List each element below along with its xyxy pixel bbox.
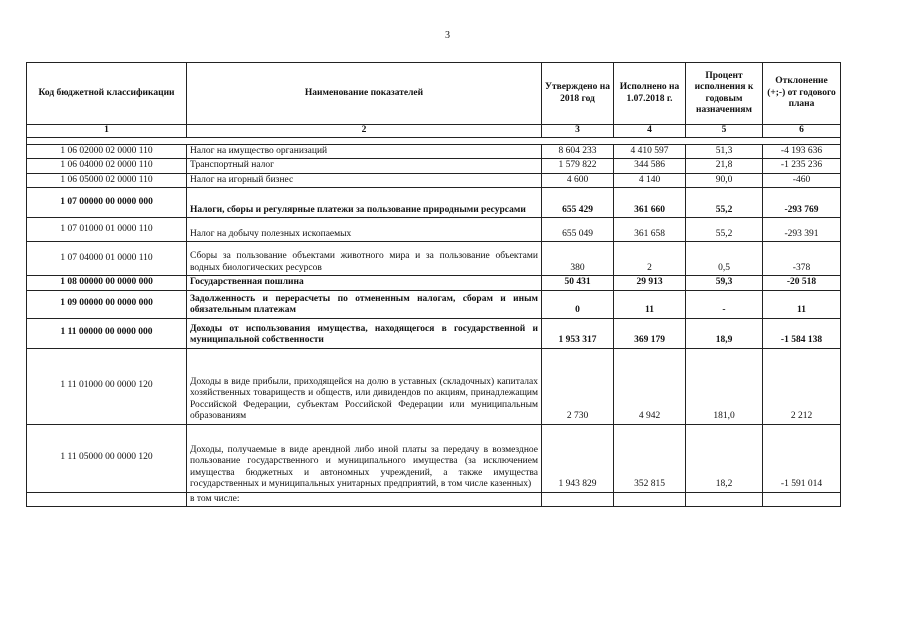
column-number: 2 [187, 125, 542, 138]
row-code: 1 11 01000 00 0000 120 [27, 348, 187, 424]
table-row [27, 173, 841, 187]
row-name: Налог на игорный бизнес [187, 173, 542, 187]
row-deviation: -293 769 [763, 188, 841, 218]
column-number-row [27, 125, 841, 138]
row-code: 1 08 00000 00 0000 000 [27, 276, 187, 290]
row-percent: 55,2 [686, 218, 763, 242]
row-percent [686, 492, 763, 506]
row-name: Доходы, получаемые в виде арендной либо иной платы за передачу в возмездное пользование государственного и муниципального имущества (за исключением имущества бюджетных и автономных учреждений, а также имущества государственных и муниципальных унитарных предприятий, в том числе казенных) [187, 424, 542, 492]
row-approved: 2 730 [542, 348, 614, 424]
row-approved: 50 431 [542, 276, 614, 290]
column-number: 4 [614, 125, 686, 138]
row-code [27, 492, 187, 506]
row-code: 1 06 05000 02 0000 110 [27, 173, 187, 187]
table-row [27, 276, 841, 290]
row-deviation: -20 518 [763, 276, 841, 290]
row-executed: 4 410 597 [614, 145, 686, 159]
separator-cell [542, 138, 614, 145]
row-executed: 369 179 [614, 318, 686, 348]
row-deviation: -4 193 636 [763, 145, 841, 159]
table-body [27, 145, 841, 507]
row-percent: 18,2 [686, 424, 763, 492]
row-approved: 655 049 [542, 218, 614, 242]
table-row [27, 145, 841, 159]
row-deviation: -1 235 236 [763, 159, 841, 173]
row-executed: 29 913 [614, 276, 686, 290]
row-approved: 0 [542, 290, 614, 318]
row-approved [542, 492, 614, 506]
row-deviation: -293 391 [763, 218, 841, 242]
row-percent: 181,0 [686, 348, 763, 424]
table-row [27, 492, 841, 506]
row-deviation: -1 591 014 [763, 424, 841, 492]
row-code: 1 07 01000 01 0000 110 [27, 218, 187, 242]
row-name: Государственная пошлина [187, 276, 542, 290]
row-name: Доходы от использования имущества, находящегося в государственной и муниципальной собственности [187, 318, 542, 348]
table-row [27, 188, 841, 218]
row-executed: 4 140 [614, 173, 686, 187]
table-row [27, 348, 841, 424]
table-row [27, 159, 841, 173]
header-deviation: Отклонение (+;-) от годового плана [763, 63, 841, 125]
row-approved: 8 604 233 [542, 145, 614, 159]
row-executed: 361 660 [614, 188, 686, 218]
column-number: 5 [686, 125, 763, 138]
row-code: 1 06 02000 02 0000 110 [27, 145, 187, 159]
row-name: Транспортный налог [187, 159, 542, 173]
row-percent: 59,3 [686, 276, 763, 290]
row-deviation: -378 [763, 242, 841, 276]
separator-row [27, 138, 841, 145]
column-number: 6 [763, 125, 841, 138]
row-name: Задолженность и перерасчеты по отмененным налогам, сборам и иным обязательным платежам [187, 290, 542, 318]
row-name: Налог на добычу полезных ископаемых [187, 218, 542, 242]
row-percent: 0,5 [686, 242, 763, 276]
row-percent: 90,0 [686, 173, 763, 187]
separator-cell [187, 138, 542, 145]
page-number: 3 [445, 30, 450, 41]
row-name: в том числе: [187, 492, 542, 506]
row-executed: 344 586 [614, 159, 686, 173]
row-percent: 55,2 [686, 188, 763, 218]
row-name: Доходы в виде прибыли, приходящейся на долю в уставных (складочных) капиталах хозяйственных товариществ и обществ, или дивидендов по акциям, принадлежащим Российской Федерации, субъектам Российской Федерации или муниципальным образованиям [187, 348, 542, 424]
row-deviation: -460 [763, 173, 841, 187]
row-executed: 361 658 [614, 218, 686, 242]
row-deviation: 2 212 [763, 348, 841, 424]
separator-cell [27, 138, 187, 145]
column-number: 3 [542, 125, 614, 138]
header-percent: Процент исполнения к годовым назначениям [686, 63, 763, 125]
row-name: Налог на имущество организаций [187, 145, 542, 159]
row-code: 1 09 00000 00 0000 000 [27, 290, 187, 318]
separator-cell [614, 138, 686, 145]
row-deviation: 11 [763, 290, 841, 318]
column-number: 1 [27, 125, 187, 138]
row-approved: 1 953 317 [542, 318, 614, 348]
row-code: 1 11 05000 00 0000 120 [27, 424, 187, 492]
row-approved: 4 600 [542, 173, 614, 187]
row-code: 1 07 00000 00 0000 000 [27, 188, 187, 218]
row-percent: - [686, 290, 763, 318]
table-row [27, 218, 841, 242]
row-code: 1 11 00000 00 0000 000 [27, 318, 187, 348]
row-executed: 4 942 [614, 348, 686, 424]
table-row [27, 424, 841, 492]
row-deviation: -1 584 138 [763, 318, 841, 348]
row-code: 1 06 04000 02 0000 110 [27, 159, 187, 173]
separator-cell [686, 138, 763, 145]
table-row [27, 318, 841, 348]
row-approved: 380 [542, 242, 614, 276]
row-executed [614, 492, 686, 506]
row-executed: 11 [614, 290, 686, 318]
row-approved: 1 579 822 [542, 159, 614, 173]
row-deviation [763, 492, 841, 506]
row-executed: 2 [614, 242, 686, 276]
table-row [27, 242, 841, 276]
row-percent: 51,3 [686, 145, 763, 159]
separator-cell [763, 138, 841, 145]
row-name: Сборы за пользование объектами животного мира и за пользование объектами водных биологических ресурсов [187, 242, 542, 276]
row-percent: 21,8 [686, 159, 763, 173]
budget-table [26, 62, 841, 507]
header-name: Наименование показателей [187, 63, 542, 125]
row-code: 1 07 04000 01 0000 110 [27, 242, 187, 276]
row-percent: 18,9 [686, 318, 763, 348]
row-name: Налоги, сборы и регулярные платежи за пользование природными ресурсами [187, 188, 542, 218]
row-approved: 655 429 [542, 188, 614, 218]
header-code: Код бюджетной классификации [27, 63, 187, 125]
header-executed: Исполнено на 1.07.2018 г. [614, 63, 686, 125]
table-row [27, 290, 841, 318]
row-approved: 1 943 829 [542, 424, 614, 492]
header-approved: Утверждено на 2018 год [542, 63, 614, 125]
row-executed: 352 815 [614, 424, 686, 492]
